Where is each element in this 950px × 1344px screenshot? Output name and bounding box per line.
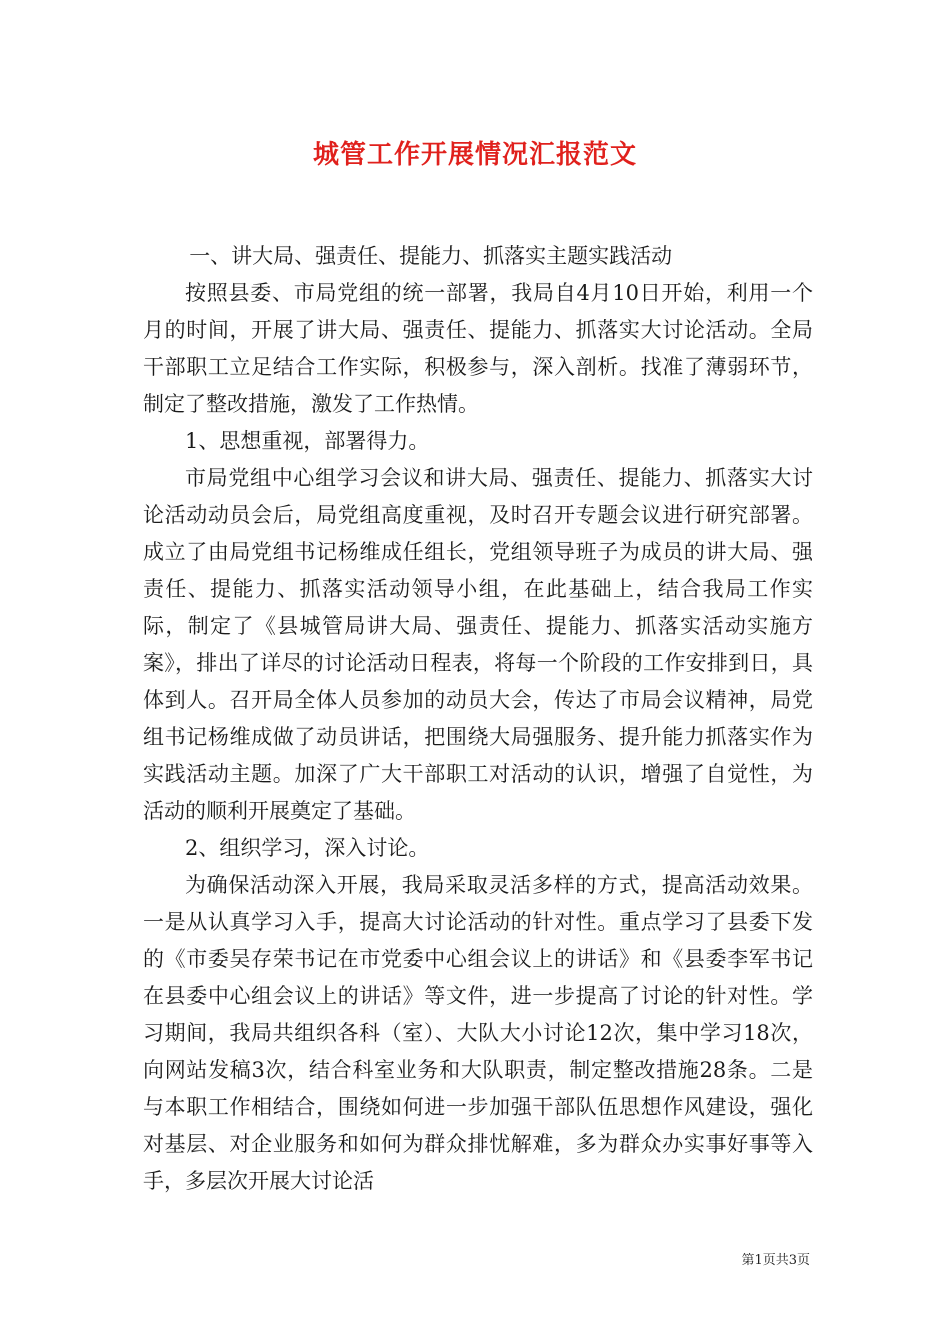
paragraph: 按照县委、市局党组的统一部署，我局自4月10日开始，利用一个月的时间，开展了讲大局、强责任、提能力、抓落实大讨论活动。全局干部职工立足结合工作实际，积极参与，深入剖析。找准了薄弱环节，制定了整改措施，激发了工作热情。	[143, 281, 813, 416]
subheading: 2、组织学习，深入讨论。	[185, 836, 430, 860]
document-body	[143, 238, 813, 1200]
subheading: 1、思想重视，部署得力。	[185, 429, 430, 453]
page-number: 第1页共3页	[741, 1253, 810, 1268]
section-heading: 一、讲大局、强责任、提能力、抓落实主题实践活动	[189, 244, 673, 268]
paragraph: 市局党组中心组学习会议和讲大局、强责任、提能力、抓落实大讨论活动动员会后，局党组高度重视，及时召开专题会议进行研究部署。成立了由局党组书记杨维成任组长，党组领导班子为成员的讲大局、强责任、提能力、抓落实活动领导小组，在此基础上，结合我局工作实际，制定了《县城管局讲大局、强责任、提能力、抓落实活动实施方案》，排出了详尽的讨论活动日程表，将每一个阶段的工作安排到日，具体到人。召开局全体人员参加的动员大会，传达了市局会议精神，局党组书记杨维成做了动员讲话，把围绕大局强服务、提升能力抓落实作为实践活动主题。加深了广大干部职工对活动的认识，增强了自觉性，为活动的顺利开展奠定了基础。	[143, 466, 813, 823]
paragraph: 为确保活动深入开展，我局采取灵活多样的方式，提高活动效果。一是从认真学习入手，提高大讨论活动的针对性。重点学习了县委下发的《市委吴存荣书记在市党委中心组会议上的讲话》和《县委李军书记在县委中心组会议上的讲话》等文件，进一步提高了讨论的针对性。学习期间，我局共组织各科（室）、大队大小讨论12次，集中学习18次，向网站发稿3次，结合科室业务和大队职责，制定整改措施28条。二是与本职工作相结合，围绕如何进一步加强干部队伍思想作风建设，强化对基层、对企业服务和如何为群众排忧解难，多为群众办实事好事等入手，多层次开展大讨论活	[143, 873, 813, 1193]
document-title: 城管工作开展情况汇报范文	[312, 140, 637, 170]
